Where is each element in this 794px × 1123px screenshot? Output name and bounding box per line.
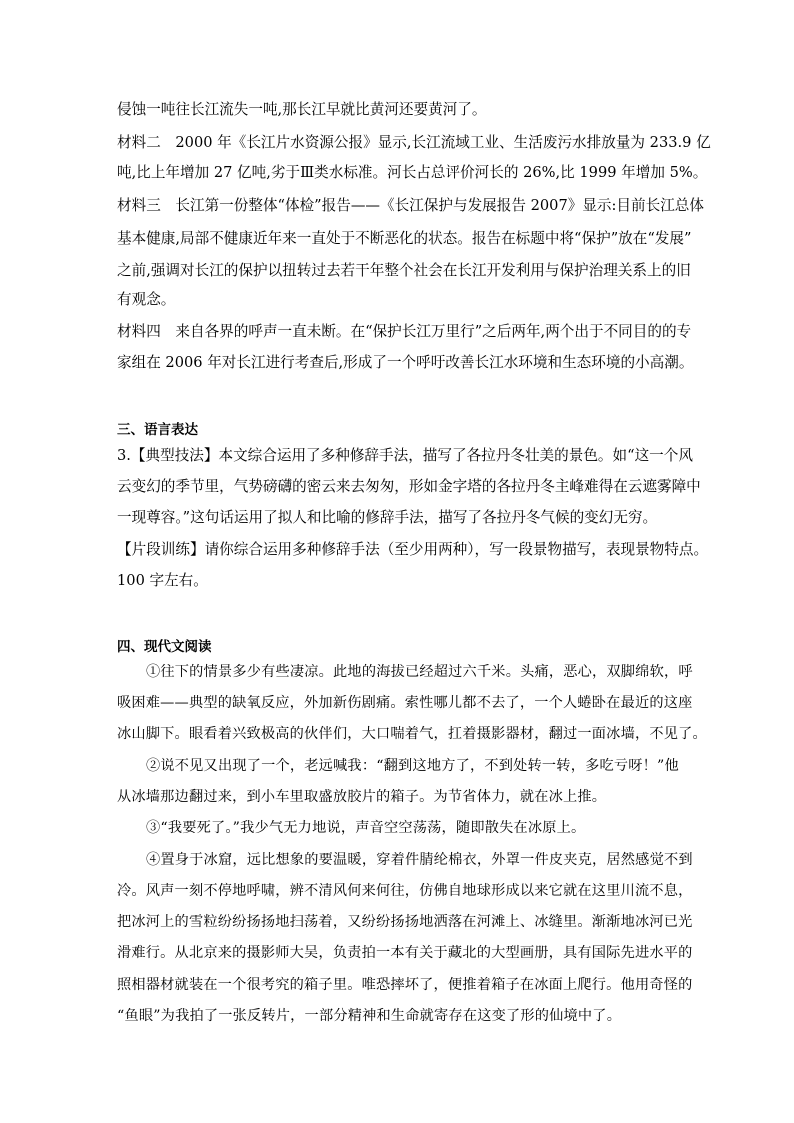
- reading-line: ①往下的情景多少有些凄凉。此地的海拔已经超过六千米。头痛，恶心，双脚绵软，呼: [146, 664, 693, 680]
- section-heading: 三、语言表达: [117, 422, 198, 438]
- reading-line: 吸困难——典型的缺氧反应，外加新伤剧痛。索性哪儿都不去了，一个人蜷卧在最近的这座: [117, 695, 693, 711]
- question-line: 100 字左右。: [117, 572, 208, 589]
- material-line: 基本健康,局部不健康近年来一直处于不断恶化的状态。报告在标题中将“保护”放在“发展”: [117, 230, 692, 247]
- reading-line: 照相器材就装在一个很考究的箱子里。唯恐摔坏了，便推着箱子在冰面上爬行。他用奇怪的: [117, 977, 693, 993]
- reading-line: 滑难行。从北京来的摄影师大吴，负责拍一本有关于藏北的大型画册，具有国际先进水平的: [117, 945, 693, 961]
- reading-line: 从冰墙那边翻过来，到小车里取盛放胶片的箱子。为节省体力，就在冰上推。: [117, 789, 607, 805]
- material-line: 侵蚀一吨往长江流失一吨,那长江早就比黄河还要黄河了。: [117, 101, 487, 118]
- question-line: 3.【典型技法】本文综合运用了多种修辞手法，描写了各拉丹冬壮美的景色。如“这一个风: [117, 447, 693, 464]
- question-line: 【片段训练】请你综合运用多种修辞手法（至少用两种），写一段景物描写，表现景物特点。: [117, 541, 709, 558]
- material-line: 有观念。: [117, 291, 176, 308]
- reading-line: ④置身于冰窟，远比想象的要温暖，穿着件腈纶棉衣，外罩一件皮夹克，居然感觉不到: [146, 852, 693, 868]
- reading-line: “鱼眼”为我拍了一张反转片，一部分精神和生命就寄存在这变了形的仙境中了。: [117, 1008, 622, 1024]
- reading-line: ②说不见又出现了一个，老远喊我：“翻到这地方了，不到处转一转，多吃亏呀！”他: [146, 758, 679, 774]
- material-line: 材料四 来自各界的呼声一直未断。在“保护长江万里行”之后两年,两个出于不同目的的专: [117, 323, 692, 340]
- reading-line: 冷。风声一刻不停地呼啸，辨不清风何来何往，仿佛自地球形成以来它就在这里川流不息，: [117, 883, 693, 899]
- section-heading: 四、现代文阅读: [117, 639, 212, 655]
- material-line: 材料三 长江第一份整体“体检”报告——《长江保护与发展报告 2007》显示:目前长江总体: [117, 197, 704, 214]
- material-line: 吨,比上年增加 27 亿吨,劣于Ⅲ类水标准。河长占总评价河长的 26%,比 1999 年增加 5%。: [117, 164, 708, 181]
- reading-line: 冰山脚下。眼看着兴致极高的伙伴们，大口喘着气，扛着摄影器材，翻过一面冰墙，不见了。: [117, 726, 707, 742]
- question-line: 一现尊容。”这句话运用了拟人和比喻的修辞手法，描写了各拉丹冬气候的变幻无穷。: [117, 509, 658, 526]
- material-line: 家组在 2006 年对长江进行考查后,形成了一个呼吁改善长江水环境和生态环境的小高潮。: [117, 354, 694, 371]
- material-line: 之前,强调对长江的保护以扭转过去若干年整个社会在长江开发利用与保护治理关系上的旧: [117, 262, 691, 279]
- material-line: 材料二 2000 年《长江片水资源公报》显示,长江流域工业、生活废污水排放量为 233.9 亿: [117, 134, 711, 151]
- question-line: 云变幻的季节里，气势磅礴的密云来去匆匆，形如金字塔的各拉丹冬主峰难得在云遮雾障中: [117, 478, 701, 495]
- reading-line: 把冰河上的雪粒纷纷扬扬地扫荡着，又纷纷扬扬地洒落在河滩上、冰缝里。渐渐地冰河已光: [117, 914, 693, 930]
- reading-line: ③“我要死了。”我少气无力地说，声音空空荡荡，随即散失在冰原上。: [146, 820, 586, 836]
